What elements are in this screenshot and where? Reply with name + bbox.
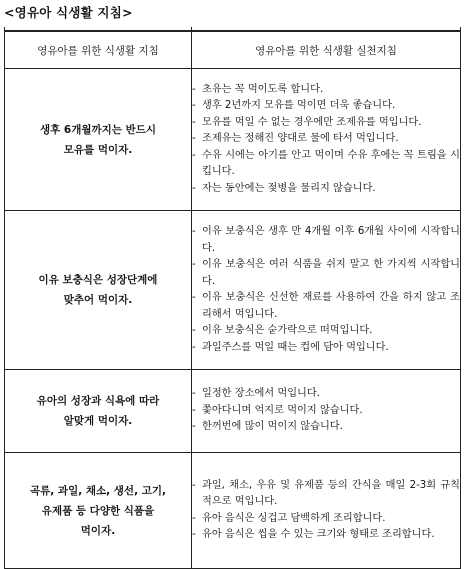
guideline-practices [192, 69, 461, 211]
practice-item: - 자는 동안에는 젖병을 물리지 않습니다. [192, 181, 460, 198]
guideline-practices [192, 453, 461, 569]
table-row [5, 370, 461, 453]
practice-item: - 과일주스를 먹일 때는 컵에 담아 먹입니다. [192, 340, 460, 357]
practice-item: - 이유 보충식은 여러 식품을 쉬지 말고 한 가지씩 시작합니다. [192, 257, 460, 290]
practice-list [192, 224, 460, 356]
table-row [5, 453, 461, 569]
guideline-table [4, 27, 461, 569]
practice-item: - 조제유는 정해진 양대로 물에 타서 먹입니다. [192, 131, 460, 148]
practice-item: - 한꺼번에 많이 먹이지 않습니다. [192, 419, 460, 436]
guideline-practices [192, 370, 461, 453]
practice-item: - 이유 보충식은 신선한 재료를 사용하여 간을 하지 않고 조리해서 먹입니다. [192, 290, 460, 323]
practice-item: - 생후 2년까지 모유를 먹이면 더욱 좋습니다. [192, 98, 460, 115]
header-goal: 영유아를 위한 식생활 지침 [5, 31, 192, 69]
table-header-row [5, 31, 461, 69]
guideline-goal: 생후 6개월까지는 반드시 모유를 먹이자. [5, 69, 192, 211]
guideline-practices [192, 211, 461, 370]
practice-item: - 모유를 먹일 수 없는 경우에만 조제유를 먹입니다. [192, 115, 460, 132]
table-row [5, 211, 461, 370]
guideline-goal: 이유 보충식은 성장단계에 맞추어 먹이자. [5, 211, 192, 370]
practice-list [192, 478, 460, 544]
practice-item: - 이유 보충식은 숟가락으로 떠먹입니다. [192, 323, 460, 340]
practice-item: - 유아 음식은 씹을 수 있는 크기와 형태로 조리합니다. [192, 527, 460, 544]
table-row [5, 69, 461, 211]
guideline-goal: 곡류, 과일, 채소, 생선, 고기, 유제품 등 다양한 식품을 먹이자. [5, 453, 192, 569]
guideline-goal: 유아의 성장과 식욕에 따라 알맞게 먹이자. [5, 370, 192, 453]
practice-list [192, 82, 460, 198]
practice-item: - 초유는 꼭 먹이도록 합니다. [192, 82, 460, 99]
practice-item: - 쫓아다니며 억지로 먹이지 않습니다. [192, 403, 460, 420]
practice-list [192, 386, 460, 436]
practice-item: - 과일, 채소, 우유 및 유제품 등의 간식을 매일 2-3회 규칙적으로 먹입니다. [192, 478, 460, 511]
practice-item: - 유아 음식은 싱겁고 담백하게 조리합니다. [192, 511, 460, 528]
practice-item: - 수유 시에는 아기를 안고 먹이며 수유 후에는 꼭 트림을 시킵니다. [192, 148, 460, 181]
table-body [5, 69, 461, 569]
document-title: <영유아 식생활 지침> [4, 5, 133, 20]
header-practice: 영유아를 위한 식생활 실천지침 [192, 31, 461, 69]
practice-item: - 일정한 장소에서 먹입니다. [192, 386, 460, 403]
practice-item: - 이유 보충식은 생후 만 4개월 이후 6개월 사이에 시작합니다. [192, 224, 460, 257]
